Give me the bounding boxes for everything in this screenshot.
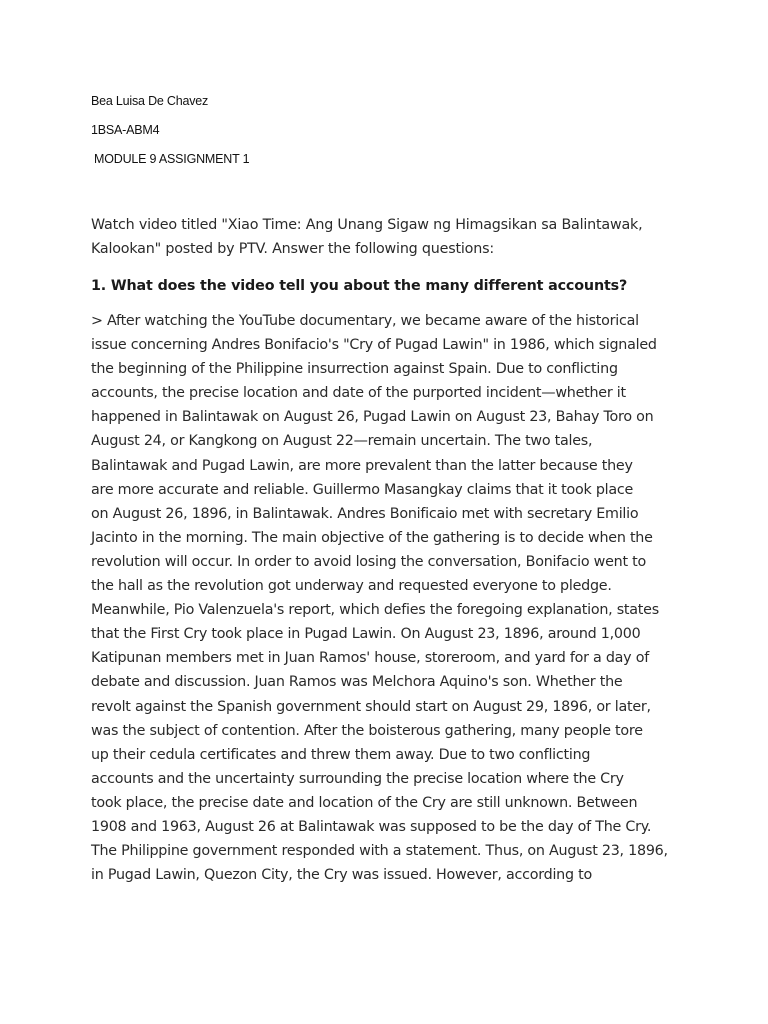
answer-line: was the subject of contention. After the boisterous gathering, many people tore — [91, 722, 643, 739]
section-code: 1BSA-ABM4 — [91, 123, 160, 137]
instructions-line: Watch video titled "Xiao Time: Ang Unang Sigaw ng Himagsikan sa Balintawak, — [91, 217, 643, 233]
answer-line: the hall as the revolution got underway and requested everyone to pledge. — [91, 578, 612, 595]
answer-line: are more accurate and reliable. Guillermo Masangkay claims that it took place — [91, 481, 634, 498]
answer-line: the beginning of the Philippine insurrection against Spain. Due to conflicting — [91, 361, 618, 378]
answer-line: accounts and the uncertainty surrounding the precise location where the Cry — [91, 770, 624, 787]
answer-line: The Philippine government responded with a statement. Thus, on August 23, 1896, — [91, 843, 668, 860]
answer-line: up their cedula certificates and threw them away. Due to two conflicting — [91, 746, 591, 763]
question-heading: 1. What does the video tell you about the many different accounts? — [91, 278, 628, 294]
answer-line: 1908 and 1963, August 26 at Balintawak was supposed to be the day of The Cry. — [91, 818, 652, 835]
answer-line: took place, the precise date and location of the Cry are still unknown. Between — [91, 794, 638, 811]
assignment-title: MODULE 9 ASSIGNMENT 1 — [94, 152, 250, 166]
answer-line: on August 26, 1896, in Balintawak. Andres Bonificaio met with secretary Emilio — [91, 505, 639, 522]
answer-line: revolt against the Spanish government should start on August 29, 1896, or later, — [91, 698, 651, 715]
answer-line: accounts, the precise location and date of the purported incident—whether it — [91, 385, 626, 402]
answer-line: Balintawak and Pugad Lawin, are more prevalent than the latter because they — [91, 457, 633, 474]
answer-line: issue concerning Andres Bonifacio's "Cry of Pugad Lawin" in 1986, which signaled — [91, 337, 657, 354]
answer-line: August 24, or Kangkong on August 22—remain uncertain. The two tales, — [91, 433, 593, 450]
instructions-line: Kalookan" posted by PTV. Answer the following questions: — [91, 241, 494, 257]
answer-line: in Pugad Lawin, Quezon City, the Cry was issued. However, according to — [91, 867, 592, 884]
answer-paragraph — [91, 309, 681, 887]
answer-line: Meanwhile, Pio Valenzuela's report, which defies the foregoing explanation, states — [91, 602, 659, 619]
answer-line: Katipunan members met in Juan Ramos' house, storeroom, and yard for a day of — [91, 650, 649, 667]
answer-line: > After watching the YouTube documentary, we became aware of the historical — [91, 313, 639, 329]
answer-line: revolution will occur. In order to avoid losing the conversation, Bonifacio went to — [91, 553, 646, 570]
student-name: Bea Luisa De Chavez — [91, 94, 209, 108]
answer-line: debate and discussion. Juan Ramos was Melchora Aquino's son. Whether the — [91, 674, 623, 691]
answer-line: happened in Balintawak on August 26, Pugad Lawin on August 23, Bahay Toro on — [91, 409, 654, 426]
instructions-paragraph — [91, 213, 681, 261]
answer-line: that the First Cry took place in Pugad Lawin. On August 23, 1896, around 1,000 — [91, 626, 641, 643]
answer-line: Jacinto in the morning. The main objective of the gathering is to decide when the — [91, 529, 653, 546]
